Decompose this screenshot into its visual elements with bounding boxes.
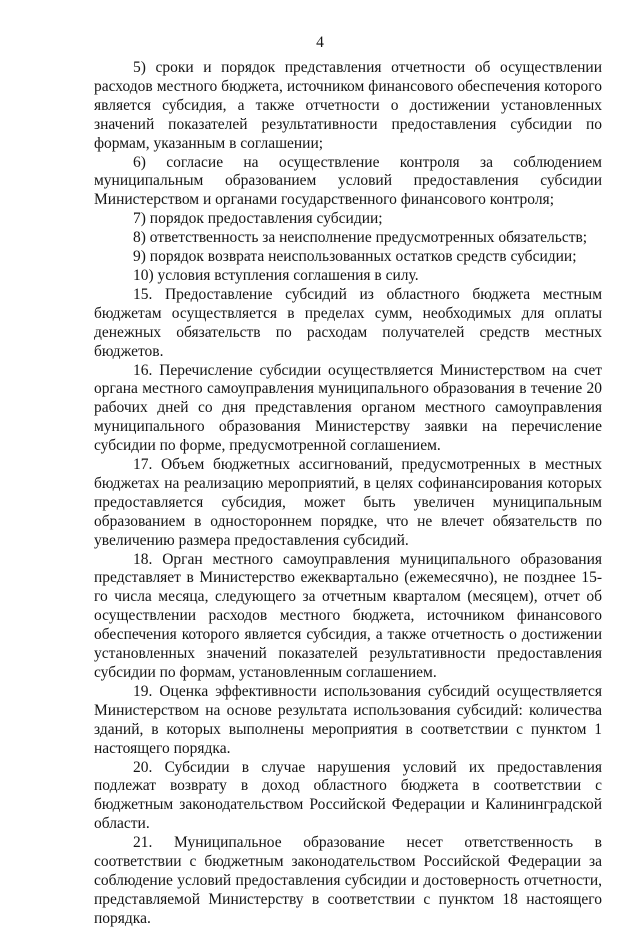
- paragraph-item-10: 10) условия вступления соглашения в силу.: [133, 266, 419, 284]
- paragraph-clause-18: 18. Орган местного самоуправления муниципального образования представляет в Министерство ежеквартально (ежемесячно), не позднее 15-го числа месяца, следующего за отчетным кварталом (месяцем), отчет об осуществлении расходов местного бюджета, источником финансового обеспечения которого является субсидия, а также отчетность о достижении установленных значений показателей результативности предоставления субсидии по формам, установленным соглашением.: [94, 550, 602, 681]
- paragraph-clause-19: 19. Оценка эффективности использования субсидий осуществляется Министерством на основе результата использования субсидий: количества зданий, в которых выполнены мероприятия в соответствии с пунктом 1 настоящего порядка.: [94, 682, 602, 757]
- paragraph-clause-17: 17. Объем бюджетных ассигнований, предусмотренных в местных бюджетах на реализацию мероприятий, в целях софинансирования которых предоставляется субсидия, может быть увеличен муниципальным образованием в одностороннем порядке, что не влечет обязательств по увеличению размера предоставления субсидий.: [94, 456, 602, 549]
- page-number: 4: [316, 34, 324, 51]
- paragraph-clause-16: 16. Перечисление субсидии осуществляется Министерством на счет органа местного самоуправления муниципального образования в течение 20 рабочих дней со дня представления органом местного самоуправления муниципального образования Министерству заявки на перечисление субсидии по форме, предусмотренной соглашением.: [94, 361, 602, 455]
- paragraph-clause-21: 21. Муниципальное образование несет ответственность в соответствии с бюджетным законодательством Российской Федерации за соблюдение условий предоставления субсидии и достоверность отчетности, представляемой Министерству в соответствии с пунктом 18 настоящего порядка.: [94, 834, 602, 927]
- paragraph-item-6: 6) согласие на осуществление контроля за соблюдением муниципальным образованием условий предоставления субсидии Министерством и органами государственного финансового контроля;: [94, 153, 602, 209]
- paragraph-clause-15: 15. Предоставление субсидий из областного бюджета местным бюджетам осуществляется в пределах сумм, необходимых для оплаты денежных обязательств по расходам получателей средств местных бюджетов.: [94, 285, 602, 360]
- paragraph-item-8: 8) ответственность за неисполнение предусмотренных обязательств;: [133, 229, 588, 247]
- document-body: [94, 59, 602, 929]
- paragraph-item-9: 9) порядок возврата неиспользованных остатков средств субсидии;: [133, 248, 577, 266]
- paragraph-item-7: 7) порядок предоставления субсидии;: [133, 210, 383, 228]
- paragraph-clause-20: 20. Субсидии в случае нарушения условий их предоставления подлежат возврату в доход областного бюджета в соответствии с бюджетным законодательством Российской Федерации и Калининградской области.: [94, 758, 602, 833]
- paragraph-item-5: 5) сроки и порядок представления отчетности об осуществлении расходов местного бюджета, источником финансового обеспечения которого является субсидия, а также отчетности о достижении установленных значений показателей результативности предоставления субсидии по формам, указанным в соглашении;: [94, 59, 602, 152]
